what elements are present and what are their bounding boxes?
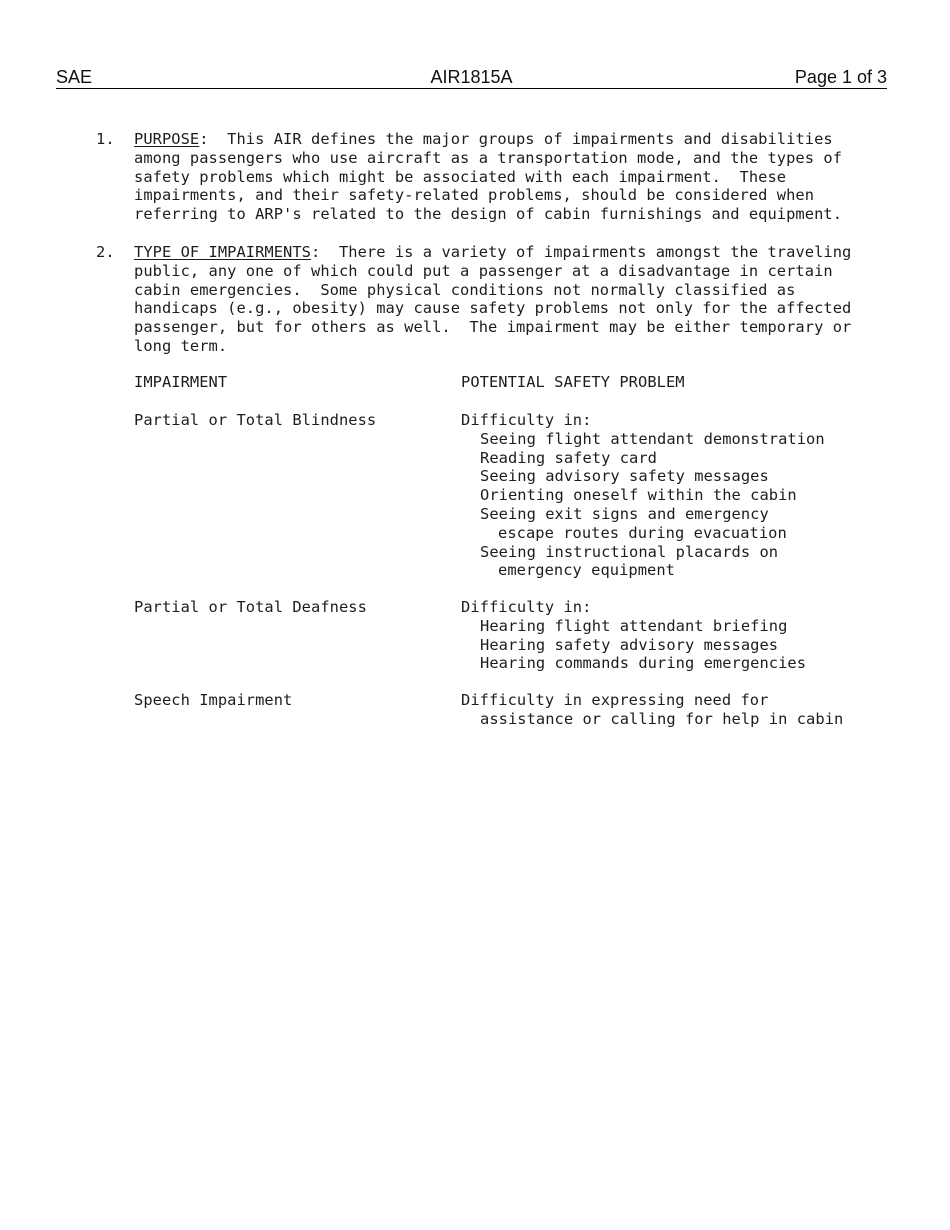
problem-item: Hearing flight attendant briefing	[480, 616, 788, 635]
section-text: public, any one of which could put a passenger at a disadvantage in certain	[134, 261, 833, 280]
table-header-problem	[461, 373, 881, 392]
column-header: POTENTIAL SAFETY PROBLEM	[461, 373, 685, 391]
problem-item: Hearing commands during emergencies	[480, 654, 807, 673]
section-heading: TYPE OF IMPAIRMENTS	[134, 243, 312, 261]
table-row-problems	[461, 411, 881, 580]
problem-intro: Difficulty in:	[461, 598, 592, 616]
problem-item: Hearing safety advisory messages	[480, 635, 779, 654]
problem-item: Seeing instructional placards on	[480, 542, 779, 561]
problem-intro: Difficulty in expressing need for	[461, 691, 769, 709]
problem-intro: Difficulty in:	[461, 411, 592, 429]
section-number: 2.	[96, 243, 115, 261]
problem-item: Seeing flight attendant demonstration	[480, 429, 825, 448]
problem-item: Seeing advisory safety messages	[480, 467, 769, 486]
problem-item: assistance or calling for help in cabin	[480, 709, 844, 728]
section-number: 1.	[96, 130, 115, 148]
section-text: : There is a variety of impairments amongst the traveling	[311, 243, 852, 261]
table-row-impairment	[134, 691, 454, 710]
section-text: : This AIR defines the major groups of impairments and disabilities	[199, 130, 833, 148]
problem-item: Orienting oneself within the cabin	[480, 486, 797, 505]
problem-item: Reading safety card	[480, 448, 658, 467]
section-body	[134, 130, 876, 224]
header-org: SAE	[56, 67, 93, 87]
section-text: cabin emergencies. Some physical conditions not normally classified as	[134, 280, 796, 299]
section-text: among passengers who use aircraft as a transportation mode, and the types of	[134, 148, 843, 167]
header-page-number: Page 1 of 3	[794, 67, 887, 87]
table-row-impairment	[134, 598, 454, 617]
table-row-problems	[461, 691, 881, 729]
problem-item: escape routes during evacuation	[498, 523, 787, 542]
section-text: impairments, and their safety-related problems, should be considered when	[134, 186, 815, 205]
problem-item: Seeing exit signs and emergency	[480, 504, 769, 523]
table-header-impairment	[134, 373, 454, 392]
page-header	[56, 66, 887, 89]
section-heading: PURPOSE	[134, 130, 200, 148]
impairment-label: Partial or Total Blindness	[134, 411, 377, 429]
section-body	[134, 243, 876, 356]
header-doc-number: AIR1815A	[430, 67, 513, 87]
impairment-label: Speech Impairment	[134, 691, 293, 709]
section-text: long term.	[134, 336, 228, 355]
impairment-label: Partial or Total Deafness	[134, 598, 367, 616]
section-text: passenger, but for others as well. The impairment may be either temporary or	[134, 318, 852, 337]
section-text: safety problems which might be associated with each impairment. These	[134, 167, 787, 186]
problem-item: emergency equipment	[498, 561, 676, 580]
section-text: referring to ARP's related to the design of cabin furnishings and equipment.	[134, 205, 843, 224]
table-row-impairment	[134, 411, 454, 430]
section-text: handicaps (e.g., obesity) may cause safety problems not only for the affected	[134, 299, 852, 318]
column-header: IMPAIRMENT	[134, 373, 228, 391]
table-row-problems	[461, 598, 881, 673]
